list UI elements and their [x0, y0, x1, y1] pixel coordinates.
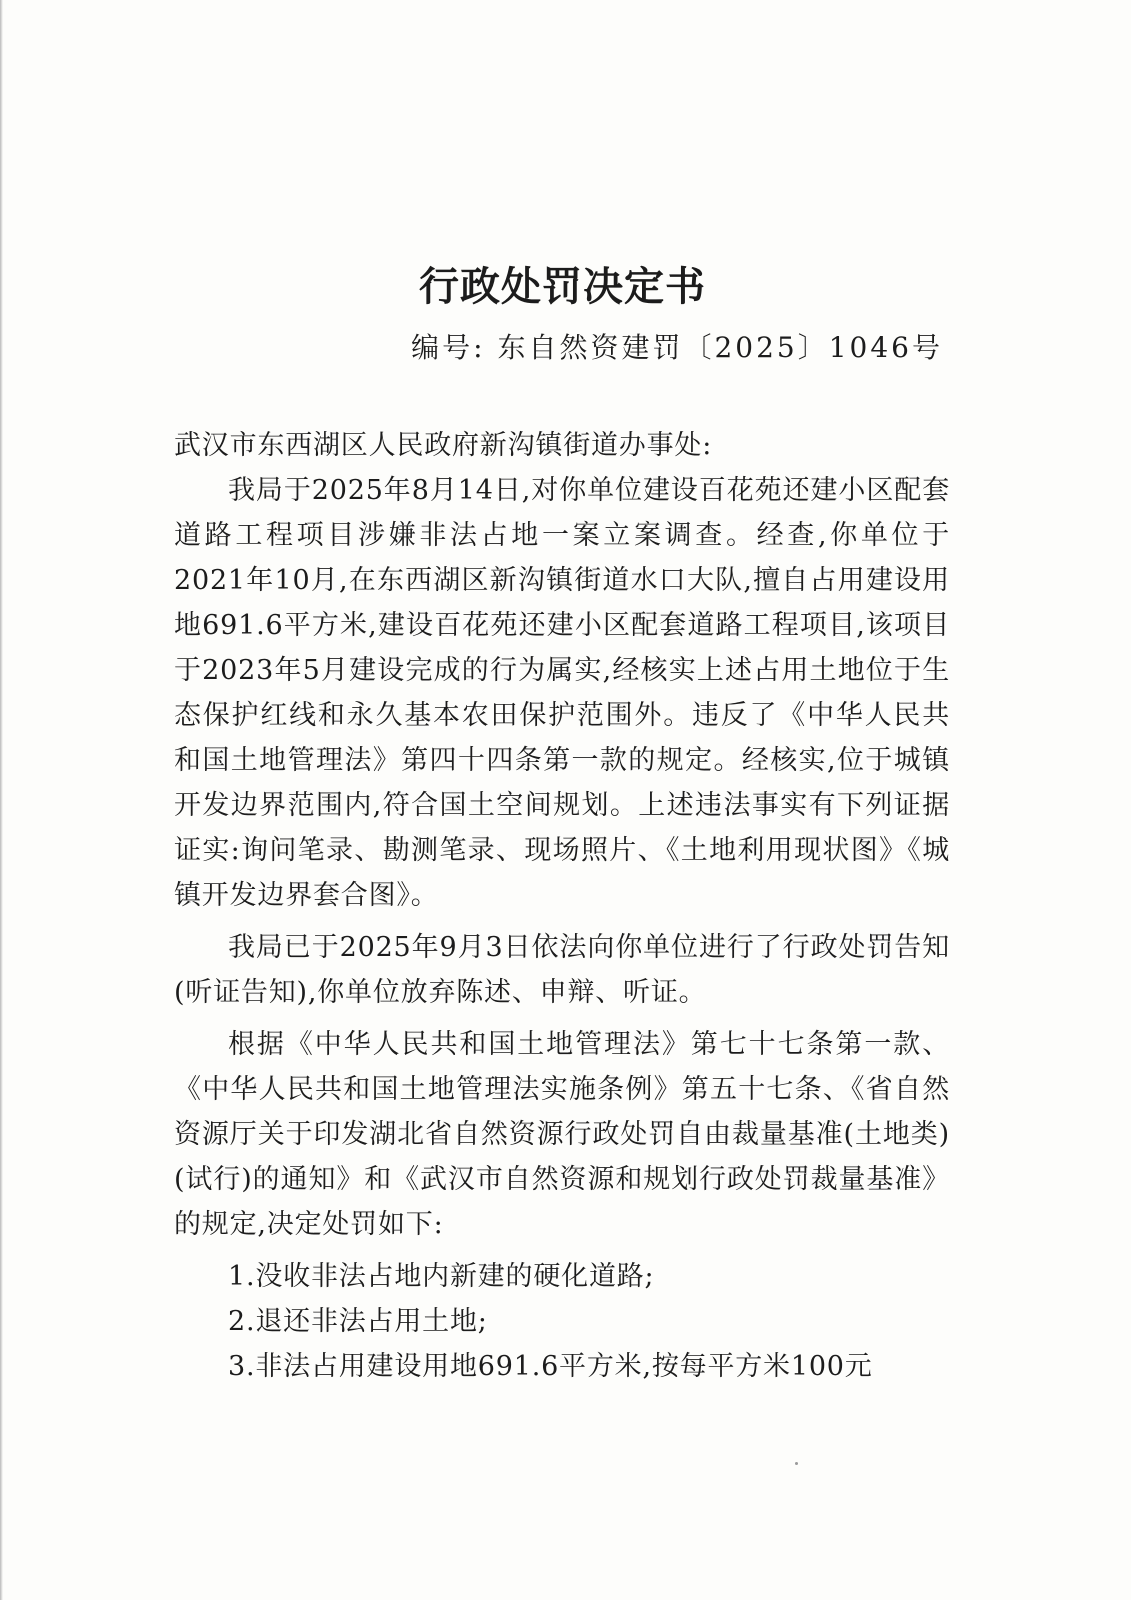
document-body — [174, 423, 950, 1389]
penalty-item: 3.非法占用建设用地691.6平方米,按每平方米100元 — [228, 1351, 873, 1382]
paragraph-notice: 我局已于2025年9月3日依法向你单位进行了行政处罚告知(听证告知),你单位放弃陈述、申辩、听证。 — [174, 932, 950, 1008]
penalty-item: 2.退还非法占用土地; — [228, 1306, 488, 1337]
document-number: 编号: 东自然资建罚〔2025〕1046号 — [411, 331, 943, 364]
document-title: 行政处罚决定书 — [419, 263, 706, 310]
scan-speck — [795, 1462, 798, 1465]
penalty-item: 1.没收非法占地内新建的硬化道路; — [228, 1261, 655, 1292]
paragraph-legal-basis: 根据《中华人民共和国土地管理法》第七十七条第一款、《中华人民共和国土地管理法实施条例》第五十七条、《省自然资源厅关于印发湖北省自然资源行政处罚自由裁量基准(土地类)(试行)的通知》和《武汉市自然资源和规划行政处罚裁量基准》的规定,决定处罚如下: — [174, 1029, 950, 1240]
paragraph-facts: 我局于2025年8月14日,对你单位建设百花苑还建小区配套道路工程项目涉嫌非法占地一案立案调查。经查,你单位于2021年10月,在东西湖区新沟镇街道水口大队,擅自占用建设用地691.6平方米,建设百花苑还建小区配套道路工程项目,该项目于2023年5月建设完成的行为属实,经核实上述占用土地位于生态保护红线和永久基本农田保护范围外。违反了《中华人民共和国土地管理法》第四十四条第一款的规定。经核实,位于城镇开发边界范围内,符合国土空间规划。上述违法事实有下列证据证实:询问笔录、勘测笔录、现场照片、《土地利用现状图》《城镇开发边界套合图》。 — [174, 475, 950, 911]
scan-edge — [0, 0, 3, 1600]
addressee: 武汉市东西湖区人民政府新沟镇街道办事处: — [174, 430, 713, 461]
